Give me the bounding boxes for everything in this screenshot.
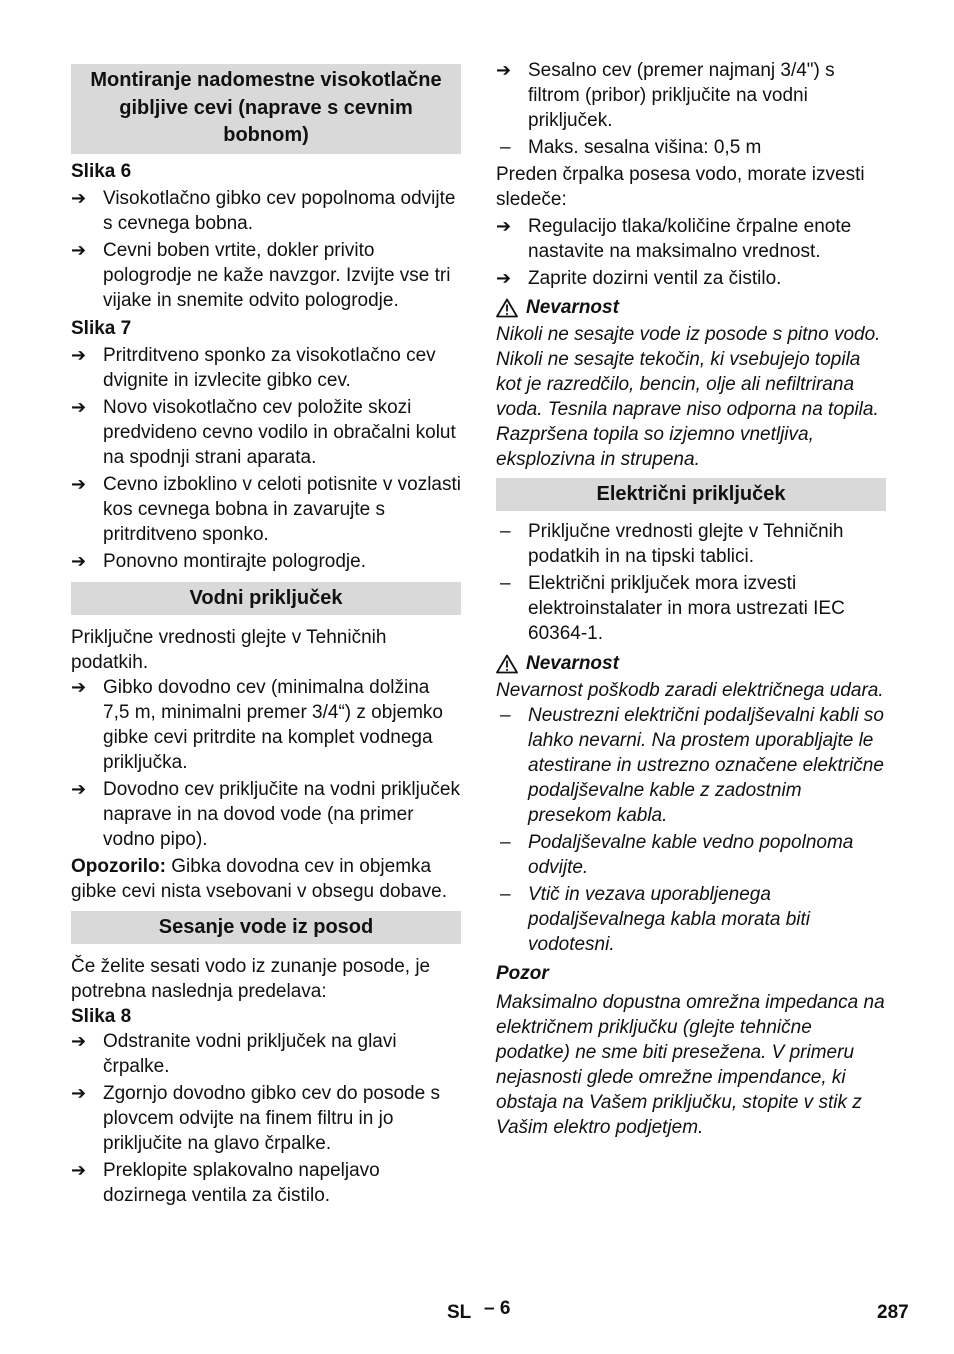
right-column xyxy=(496,58,886,1140)
note-paragraph: Opozorilo: Gibka dovodna cev in objemka gibke cevi nista vsebovani v obsegu dobave. xyxy=(71,855,448,902)
warning-title: Nevarnost xyxy=(496,651,886,676)
arrow-right-icon: ➔ xyxy=(71,778,87,799)
arrow-right-icon: ➔ xyxy=(71,239,87,260)
section-heading-electrical: Električni priključek xyxy=(496,478,886,511)
list-item: ➔ Cevno izboklino v celoti potisnite v vozlasti kos cevnega bobna in zavarujte s pritrditveno sponko. xyxy=(71,473,462,545)
list-item: – Vtič in vezava uporabljenega podaljševalnega kabla morata biti vodotesni. xyxy=(500,884,811,955)
arrow-right-icon: ➔ xyxy=(496,216,512,236)
list-item: ➔ Ponovno montirajte pologrodje. xyxy=(71,550,367,572)
arrow-right-icon: ➔ xyxy=(71,1159,87,1180)
arrow-right-icon: ➔ xyxy=(71,1030,87,1051)
page-number: 287 xyxy=(877,1302,909,1323)
section-heading-suction: Sesanje vode iz posod xyxy=(71,911,461,944)
paragraph: Če želite sesati vodo iz zunanje posode, je potrebna naslednja predelava: xyxy=(71,955,431,1002)
warning-text: Nikoli ne sesajte vode iz posode s pitno vodo. Nikoli ne sesajte tekočin, ki vsebujejo topila kot je razredčilo, bencin, olje ali nefiltrirana voda. Tesnila naprave niso odporna na topila. Razpršena topila so izjemno vnetljiva, eksplozivna in strupena. xyxy=(496,324,881,470)
list-item: – Podaljševalne kable vedno popolnoma odvijte. xyxy=(500,832,854,878)
figure-label: Slika 7 xyxy=(71,317,132,339)
section-heading-hose-replacement: Montiranje nadomestne visokotlačne gibljive cevi (naprave s cevnim bobnom) xyxy=(71,64,461,154)
paragraph: Preden črpalka posesa vodo, morate izvesti sledeče: xyxy=(496,164,865,210)
list-item: ➔ Cevni boben vrtite, dokler privito pologrodje ne kaže navzgor. Izvijte vse tri vijake in snemite odvito pologrodje. xyxy=(71,239,451,311)
list-item: – Maks. sesalna višina: 0,5 m xyxy=(500,137,762,158)
list-item: ➔ Dovodno cev priključite na vodni priključek naprave in na dovod vode (na primer vodno pipo). xyxy=(71,778,460,850)
list-item: ➔ Gibko dovodno cev (minimalna dolžina 7,5 m, minimalni premer 3/4“) z objemko gibke cevi pritrdite na komplet vodnega priključka. xyxy=(71,676,443,773)
arrow-right-icon: ➔ xyxy=(496,268,512,288)
list-item: ➔ Pritrditveno sponko za visokotlačno cev dvignite in izvlecite gibko cev. xyxy=(71,344,436,391)
section-heading-water-connection: Vodni priključek xyxy=(71,582,461,615)
warning-triangle-icon xyxy=(496,654,518,674)
arrow-right-icon: ➔ xyxy=(71,676,87,697)
list-item: ➔ Preklopite splakovalno napeljavo dozirnega ventila za čistilo. xyxy=(71,1159,380,1206)
warning-text: Nevarnost poškodb zaradi električnega udara. xyxy=(496,680,884,701)
list-item: – Priključne vrednosti glejte v Tehničnih podatkih in na tipski tablici. xyxy=(500,521,844,567)
arrow-right-icon: ➔ xyxy=(71,396,87,417)
caution-title: Pozor xyxy=(496,963,549,984)
note-label: Opozorilo: xyxy=(71,855,166,877)
arrow-right-icon: ➔ xyxy=(71,344,87,365)
page-footer xyxy=(0,1296,954,1326)
arrow-right-icon: ➔ xyxy=(496,60,512,80)
list-item: ➔ Sesalno cev (premer najmanj 3/4") s filtrom (pribor) priključite na vodni priključek. xyxy=(496,60,835,131)
list-item: – Električni priključek mora izvesti elektroinstalater in mora ustrezati IEC 60364-1. xyxy=(500,573,845,644)
warning-triangle-icon xyxy=(496,298,518,318)
language-code: SL xyxy=(447,1302,472,1323)
list-item: ➔ Visokotlačno gibko cev popolnoma odvijte s cevnega bobna. xyxy=(71,187,456,234)
list-item: ➔ Odstranite vodni priključek na glavi črpalke. xyxy=(71,1030,397,1077)
list-item: ➔ Regulacijo tlaka/količine črpalne enote nastavite na maksimalno vrednost. xyxy=(496,216,852,262)
arrow-right-icon: ➔ xyxy=(71,1082,87,1103)
figure-label: Slika 8 xyxy=(71,1005,132,1027)
warning-title: Nevarnost xyxy=(496,295,886,320)
arrow-right-icon: ➔ xyxy=(71,473,87,494)
arrow-right-icon: ➔ xyxy=(71,550,87,571)
list-item: ➔ Novo visokotlačno cev položite skozi predvideno cevno vodilo in obračalni kolut na spodnji strani aparata. xyxy=(71,396,456,468)
left-column xyxy=(71,0,461,1208)
paragraph: Priključne vrednosti glejte v Tehničnih podatkih. xyxy=(71,626,387,673)
list-item: ➔ Zgornjo dovodno gibko cev do posode s plovcem odvijte na finem filtru in jo priključite na glavo črpalke. xyxy=(71,1082,440,1154)
list-item: ➔ Zaprite dozirni ventil za čistilo. xyxy=(496,268,782,289)
list-item: – Neustrezni električni podaljševalni kabli so lahko nevarni. Na prostem uporabljajte le atestirane in ustrezno označene električne podaljševalne kable z zadostnim presekom kabla. xyxy=(500,705,884,826)
figure-label: Slika 6 xyxy=(71,160,132,182)
caution-text: Maksimalno dopustna omrežna impedanca na električnem priključku (glejte tehnične podatke) ne sme biti presežena. V primeru nejasnosti glede omrežne impendance, ki obstaja na Vašem priključku, stopite v stik z Vašim elektro podjetjem. xyxy=(496,992,885,1138)
arrow-right-icon: ➔ xyxy=(71,187,87,208)
section-page-number: – 6 xyxy=(484,1298,511,1319)
